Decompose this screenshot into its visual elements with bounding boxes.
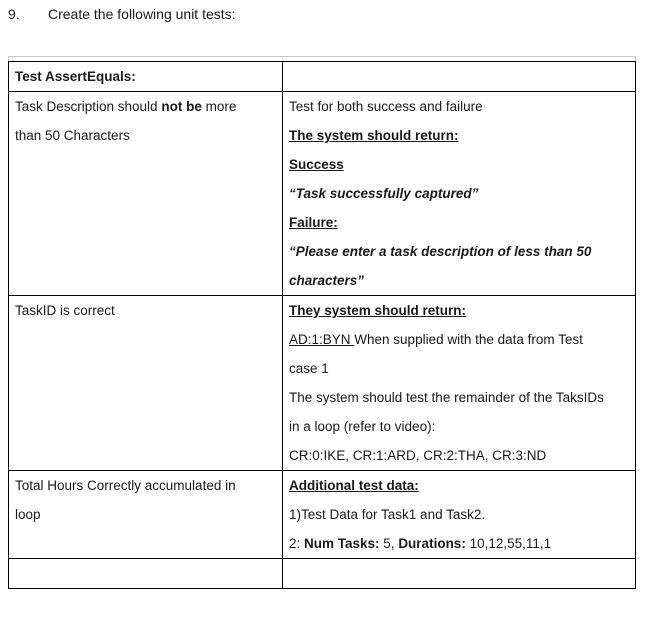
hours-expected-cell [283,471,636,559]
taskid-code-rest: When supplied with the data from Test [354,332,583,347]
durations-value: 10,12,55,11,1 [465,536,552,551]
taskid-test-cell [9,296,283,471]
taskid-code-line [289,325,629,354]
instruction-heading [8,6,236,22]
table-header-row [9,62,636,92]
description-test-cell [9,92,283,296]
taskid-expected-cell [283,296,636,471]
table-row-description [9,92,636,296]
taskid-list-line: CR:0:IKE, CR:1:ARD, CR:2:THA, CR:3:ND [289,448,547,463]
description-text-post: more [201,99,237,114]
table-row-hours [9,471,636,559]
success-heading: Success [289,157,344,172]
description-line-1 [15,92,276,121]
taskid-return-heading: They system should return: [289,303,467,318]
num-tasks-value: 5, [379,536,399,551]
header-cell-left [9,62,283,92]
table-row-taskid [9,296,636,471]
system-return-heading: The system should return: [289,128,459,143]
description-text-pre: Task Description should [15,99,162,114]
failure-heading: Failure: [289,215,338,230]
num-tasks-line [289,529,629,558]
hours-line-1: Total Hours Correctly accumulated in [15,478,236,493]
num-tasks-prefix: 2: [289,536,305,551]
taskid-label: TaskID is correct [15,303,115,318]
hours-line-2: loop [15,507,41,522]
num-tasks-label: Num Tasks: [304,536,380,551]
header-cell-right [283,62,636,92]
header-label: Test AssertEquals: [15,69,136,84]
taskid-case-line: case 1 [289,361,329,376]
taskid-loop-line-1: The system should test the remainder of the TaksIDs [289,390,604,405]
hours-test-cell [9,471,283,559]
instruction-text: Create the following unit tests: [48,6,236,22]
taskid-code: AD:1:BYN [289,332,355,347]
taskid-loop-line-2: in a loop (refer to video): [289,419,436,434]
table-row-empty [9,559,636,589]
failure-message-line-1: “Please enter a task description of less than 50 [289,244,592,259]
item-number: 9. [8,6,20,22]
description-text-bold: not be [161,99,202,114]
additional-data-heading: Additional test data: [289,478,419,493]
description-expected-cell [283,92,636,296]
durations-label: Durations: [398,536,466,551]
empty-cell-right [283,559,636,589]
success-message: “Task successfully captured” [289,186,479,201]
unit-tests-table [8,61,636,589]
failure-message-line-2: characters” [289,273,365,288]
test-both-line: Test for both success and failure [289,99,483,114]
description-line-2: than 50 Characters [15,128,130,143]
empty-cell-left [9,559,283,589]
test-data-line: 1)Test Data for Task1 and Task2. [289,507,486,522]
